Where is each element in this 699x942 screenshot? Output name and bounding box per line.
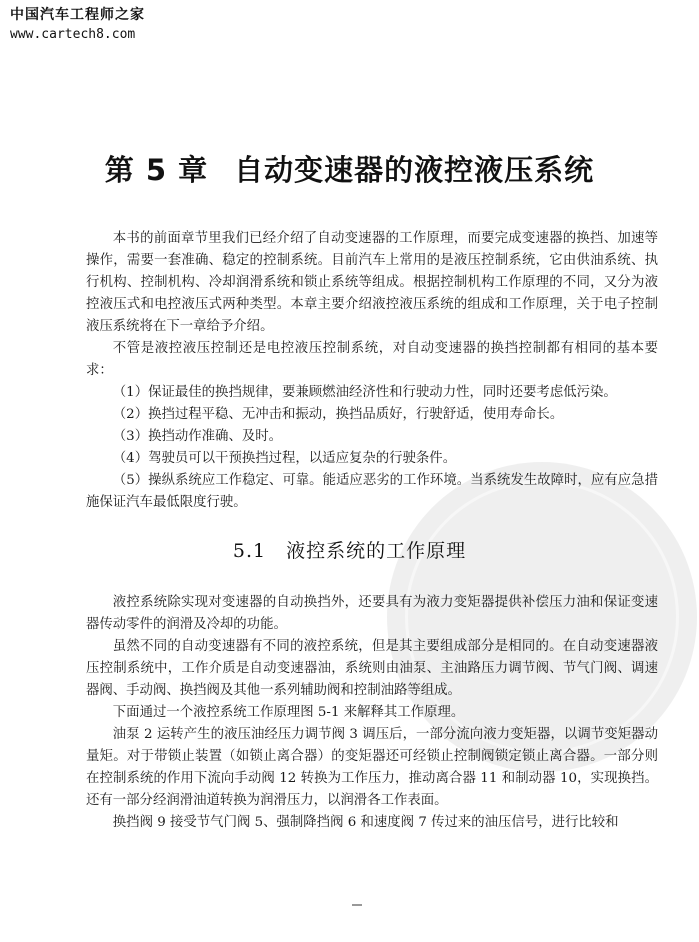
- paragraph: 液控系统除实现对变速器的自动换挡外，还要具有为液力变矩器提供补偿压力油和保证变速器传动零件的润滑及冷却的功能。: [86, 595, 658, 632]
- paragraph: 换挡阀 9 接受节气门阀 5、强制降挡阀 6 和速度阀 7 传过来的油压信号，进行比较和: [112, 815, 619, 830]
- chapter-name: 自动变速器的液控液压系统: [234, 153, 595, 187]
- section-text: [86, 592, 658, 834]
- paragraph: 油泵 2 运转产生的液压油经压力调节阀 3 调压后，一部分流向液力变矩器，以调节变矩器动量矩。对于带锁止装置（如锁止离合器）的变矩器还可经锁止控制阀锁定锁止离合器。一部分则在控制系统的作用下流向手动阀 12 转换为工作压力，推动离合器 11 和制动器 10，实现换挡。还有一部分经润滑油道转换为润滑压力，以润滑各工作表面。: [86, 727, 658, 808]
- list-item: （3）换挡动作准确、及时。: [112, 429, 283, 444]
- list-item: （1）保证最佳的换挡规律，要兼顾燃油经济性和行驶动力性，同时还要考虑低污染。: [112, 385, 617, 400]
- paragraph: 下面通过一个液控系统工作原理图 5-1 来解释其工作原理。: [112, 705, 465, 720]
- section-name: 液控系统的工作原理: [286, 540, 467, 562]
- paragraph: 本书的前面章节里我们已经介绍了自动变速器的工作原理，而要完成变速器的换挡、加速等操作，需要一套准确、稳定的控制系统。目前汽车上常用的是液压控制系统，它由供油系统、执行机构、控制机构、冷却润滑系统和锁止系统等组成。根据控制机构工作原理的不同，又分为液控液压式和电控液压式两种类型。本章主要介绍液控液压系统的组成和工作原理，关于电子控制液压系统将在下一章给予介绍。: [86, 231, 658, 334]
- section-number: 5.1: [232, 540, 267, 562]
- chapter-title: [0, 148, 699, 189]
- list-item: （5）操纵系统应工作稳定、可靠。能适应恶劣的工作环境。当系统发生故障时，应有应急措施保证汽车最低限度行驶。: [86, 473, 658, 510]
- list-item: （2）换挡过程平稳、无冲击和振动，换挡品质好，行驶舒适，使用寿命长。: [112, 407, 564, 422]
- chapter-number: 第 5 章: [104, 153, 209, 187]
- site-name: 中国汽车工程师之家: [10, 7, 145, 23]
- page-footer-mark: [352, 904, 362, 906]
- site-header: [10, 6, 145, 44]
- list-item: （4）驾驶员可以干预换挡过程，以适应复杂的行驶条件。: [112, 451, 457, 466]
- paragraph: 虽然不同的自动变速器有不同的液控系统，但是其主要组成部分是相同的。在自动变速器液压控制系统中，工作介质是自动变速器油，系统则由油泵、主油路压力调节阀、节气门阀、调速器阀、手动阀、换挡阀及其他一系列辅助阀和控制油路等组成。: [86, 639, 658, 698]
- paragraph: 不管是液控液压控制还是电控液压控制系统，对自动变速器的换挡控制都有相同的基本要求：: [86, 341, 658, 378]
- site-url: www.cartech8.com: [10, 27, 136, 42]
- section-heading: [0, 536, 699, 563]
- intro-text: [86, 228, 658, 514]
